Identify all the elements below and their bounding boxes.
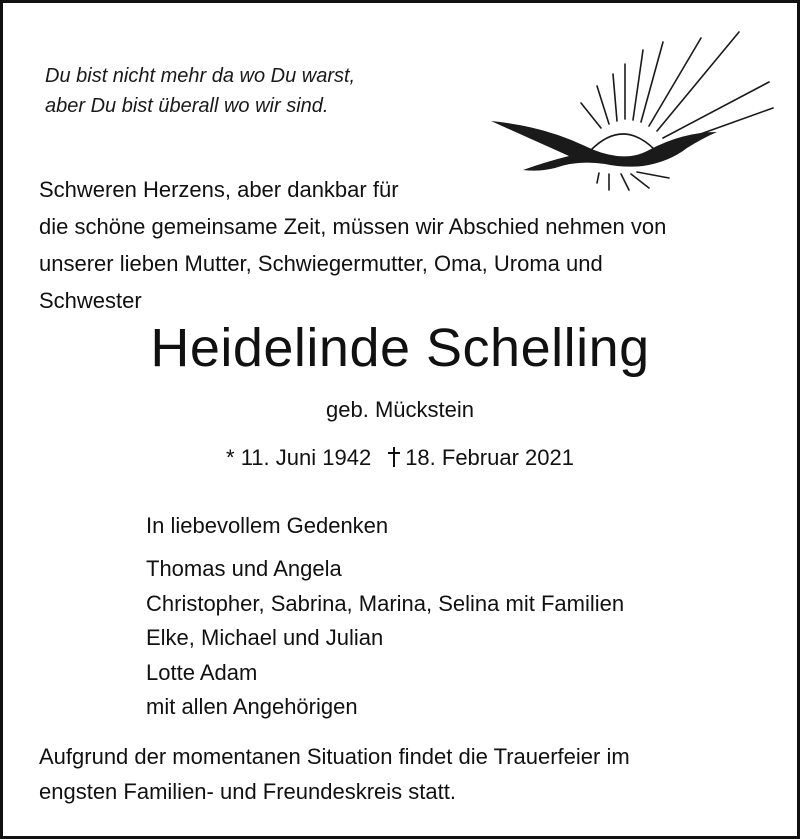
intro-line-1: Schweren Herzens, aber dankbar für [39, 177, 399, 202]
birth-date: * 11. Juni 1942 [226, 445, 372, 470]
intro-line-4: Schwester [39, 288, 142, 313]
mourner-line: Christopher, Sabrina, Marina, Selina mit Familien [146, 590, 625, 616]
funeral-note [39, 739, 630, 809]
mourner-line: Lotte Adam [146, 659, 258, 685]
death-date: 18. Februar 2021 [405, 445, 574, 470]
deceased-name: Heidelinde Schelling [150, 318, 650, 378]
intro-text [39, 171, 666, 319]
poem-line-1: Du bist nicht mehr da wo Du warst, [45, 65, 356, 87]
memorial-heading: In liebevollem Gedenken [146, 513, 389, 538]
intro-line-3: unserer lieben Mutter, Schwiegermutter, Oma, Uroma und [39, 251, 603, 276]
mourner-line: mit allen Angehörigen [146, 694, 358, 720]
poem-line-2: aber Du bist überall wo wir sind. [45, 95, 329, 117]
cross-icon [387, 446, 401, 468]
life-dates [3, 443, 797, 473]
intro-line-2: die schöne gemeinsame Zeit, müssen wir Abschied nehmen von [39, 214, 667, 239]
mourner-line: Elke, Michael und Julian [146, 625, 384, 651]
memorial-poem [45, 61, 355, 121]
maiden-name: geb. Mückstein [326, 397, 474, 422]
mourner-line: Thomas und Angela [146, 556, 342, 581]
note-line-1: Aufgrund der momentanen Situation findet die Trauerfeier im [39, 744, 630, 769]
note-line-2: engsten Familien- und Freundeskreis statt. [39, 779, 456, 804]
mourners-list [146, 552, 624, 725]
